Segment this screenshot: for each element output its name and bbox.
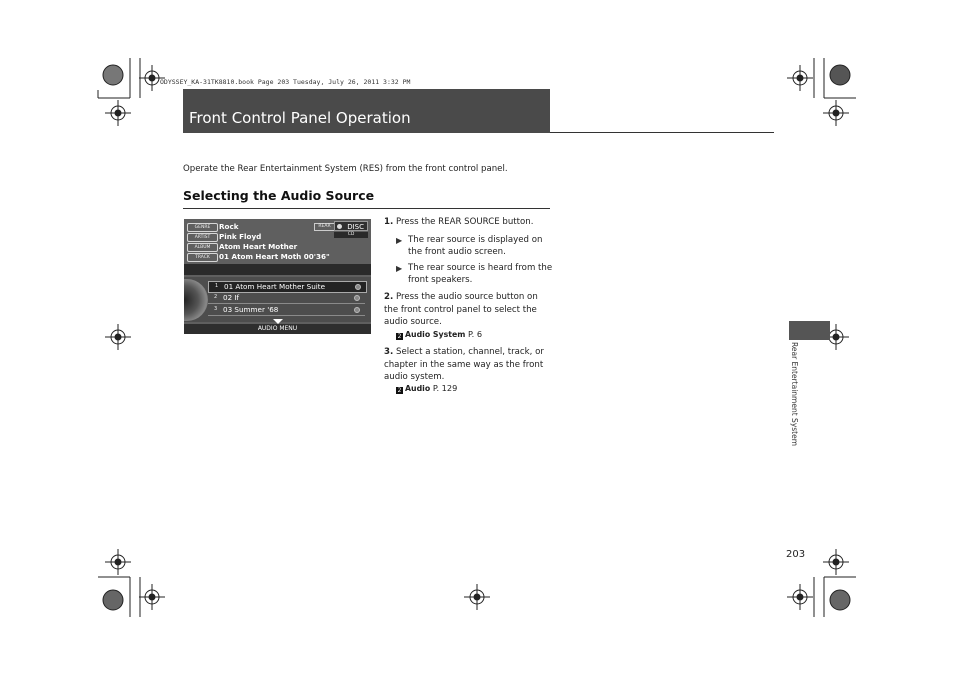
- track-num: 2: [214, 294, 218, 300]
- chapter-label: Rear Entertainment System: [790, 342, 799, 447]
- intro-text: Operate the Rear Entertainment System (RES) from the front control panel.: [183, 164, 508, 174]
- track-num: 3: [214, 306, 218, 312]
- rear-badge: REAR: [314, 223, 335, 231]
- cross-reference[interactable]: [396, 329, 482, 340]
- reference-page: P. 129: [432, 383, 458, 393]
- track-dot-icon: [355, 284, 361, 290]
- page-title: Front Control Panel Operation: [189, 109, 411, 127]
- artist-tag: ARTIST: [187, 233, 218, 242]
- substep-text: The rear source is displayed on the front audio screen.: [408, 235, 543, 258]
- track-name: 01 Atom Heart Mother Suite: [224, 282, 326, 291]
- step-2: [384, 291, 552, 329]
- track-num: 1: [215, 283, 219, 289]
- track-row: [208, 293, 365, 304]
- step-number: 1.: [384, 217, 394, 227]
- genre-value: Rock: [219, 222, 239, 231]
- step-number: 2.: [384, 292, 394, 302]
- result-arrow-icon: ▶: [396, 236, 403, 245]
- substep-text: The rear source is heard from the front speakers.: [408, 263, 553, 286]
- step-number: 3.: [384, 347, 394, 357]
- substep: [396, 234, 551, 259]
- reference-page: P. 6: [468, 329, 483, 339]
- audio-screen-illustration: [184, 219, 371, 334]
- chapter-tab[interactable]: [789, 321, 830, 340]
- reference-arrow-icon: 2: [397, 387, 402, 394]
- step-1: [384, 216, 554, 229]
- substep: [396, 262, 551, 287]
- cd-label: CD: [334, 232, 368, 238]
- album-tag: ALBUM: [187, 243, 218, 252]
- album-value: Atom Heart Mother: [219, 242, 298, 251]
- cross-reference[interactable]: [396, 383, 457, 394]
- step-text: Select a station, channel, track, or chapter in the same way as the front audio system.: [384, 347, 544, 382]
- reference-arrow-icon: 2: [397, 333, 402, 340]
- audio-menu-label: AUDIO MENU: [184, 324, 371, 334]
- disc-button: DISC: [334, 221, 368, 231]
- track-name: 02 If: [223, 293, 240, 302]
- disc-icon: [337, 224, 342, 229]
- artist-value: Pink Floyd: [219, 232, 262, 241]
- step-text: Press the REAR SOURCE button.: [395, 217, 534, 227]
- track-row: [208, 281, 367, 293]
- step-text: Press the audio source button on the front control panel to select the audio source.: [384, 292, 538, 327]
- section-heading: Selecting the Audio Source: [183, 188, 375, 203]
- reference-link[interactable]: Audio System: [405, 330, 466, 339]
- result-arrow-icon: ▶: [396, 264, 403, 273]
- print-header: ODYSSEY_KA-31TK8810.book Page 203 Tuesday, July 26, 2011 3:32 PM: [160, 78, 411, 86]
- track-row: [208, 305, 365, 316]
- reference-link[interactable]: Audio: [405, 384, 431, 393]
- progress-bar: [184, 264, 371, 275]
- track-dot-icon: [354, 295, 360, 301]
- step-3: [384, 346, 552, 384]
- section-rule: [183, 208, 550, 209]
- track-dot-icon: [354, 307, 360, 313]
- track-tag: TRACK: [187, 253, 218, 262]
- genre-tag: GENRE: [187, 223, 218, 232]
- track-value: 01 Atom Heart Moth 00'36": [219, 252, 330, 261]
- track-name: 03 Summer '68: [223, 305, 279, 314]
- title-rule: [550, 132, 774, 133]
- page-number: 203: [786, 549, 806, 560]
